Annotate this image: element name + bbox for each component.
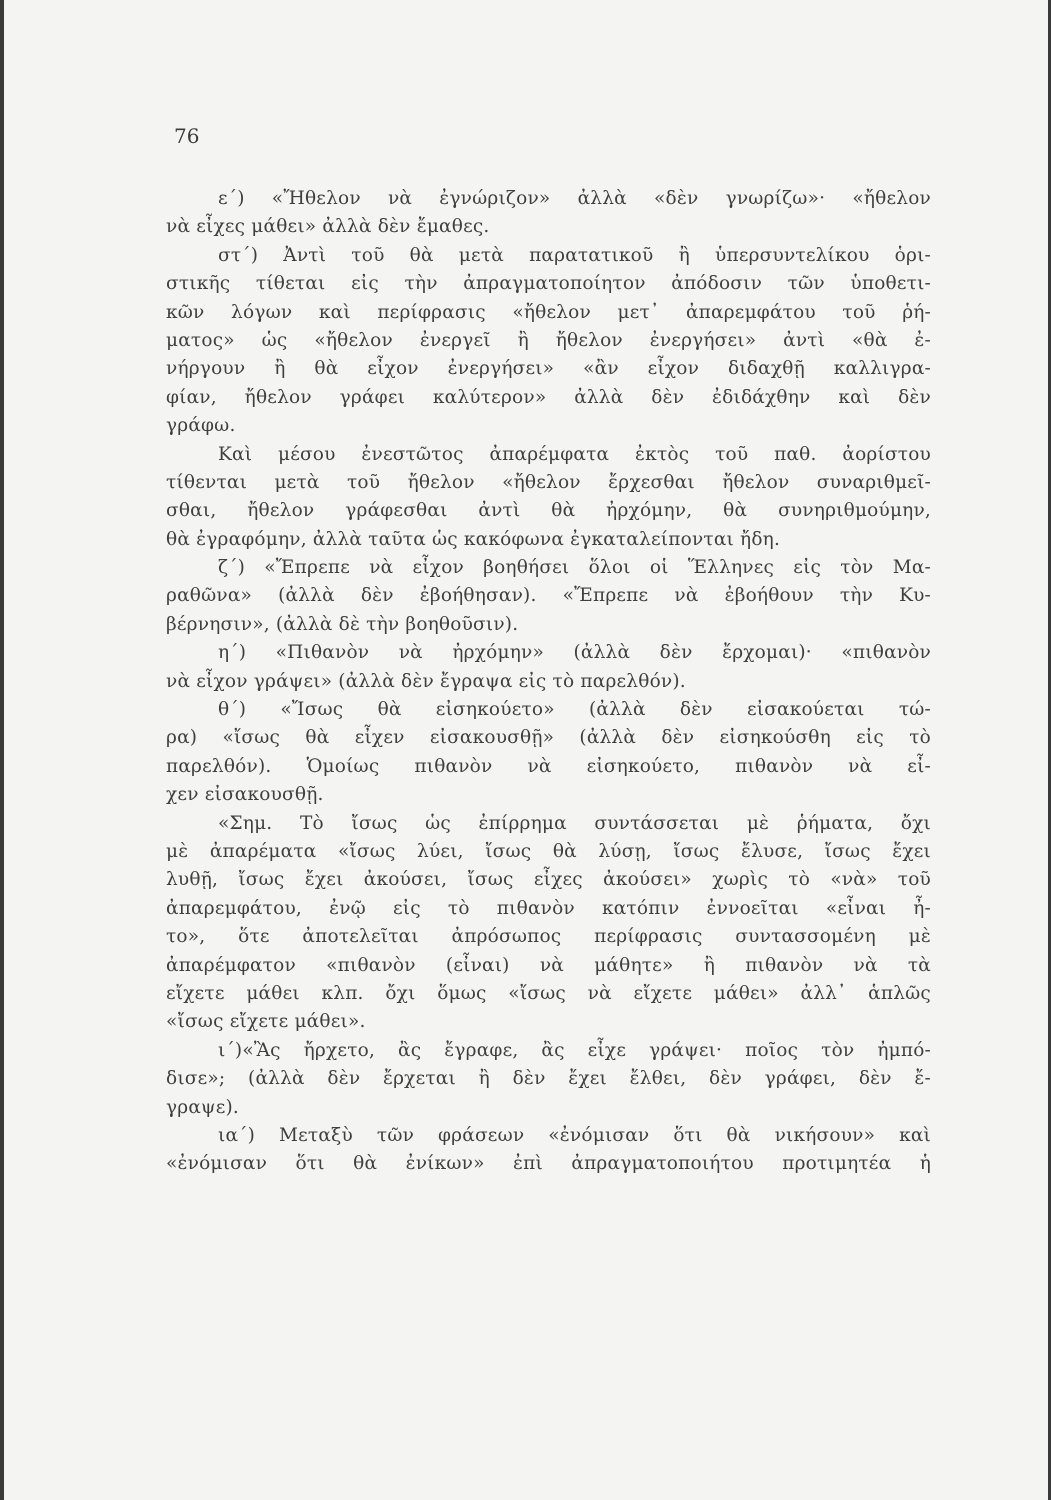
paragraph bbox=[166, 242, 931, 441]
text-line: ι΄)«Ἂς ἤρχετο, ἂς ἔγραφε, ἂς εἶχε γράψει· ποῖος τὸν ἠμπό- bbox=[218, 1039, 931, 1061]
text-line: Καὶ μέσου ἐνεστῶτος ἀπαρέμφατα ἐκτὸς τοῦ παθ. ἀορίστου bbox=[218, 443, 931, 465]
text-line: στ΄) Ἀντὶ τοῦ θὰ μετὰ παρατατικοῦ ἢ ὑπερσυντελίκου ὁρι- bbox=[218, 244, 931, 266]
text-line: τίθενται μετὰ τοῦ ἤθελον «ἤθελον ἔρχεσθαι ἤθελον συναριθμεῖ- bbox=[166, 471, 931, 493]
text-line: θὰ ἐγραφόμην, ἀλλὰ ταῦτα ὡς κακόφωνα ἐγκαταλείπονται ἤδη. bbox=[166, 528, 781, 550]
text-line: φίαν, ἤθελον γράφει καλύτερον» ἀλλὰ δὲν ἐδιδάχθην καὶ δὲν bbox=[166, 386, 931, 408]
text-line: θ΄) «Ἴσως θὰ εἰσηκούετο» (ἀλλὰ δὲν εἰσακούεται τώ- bbox=[218, 699, 931, 721]
text-line: το», ὅτε ἀποτελεῖται ἀπρόσωπος περίφρασις συντασσομένη μὲ bbox=[166, 926, 931, 948]
paragraph bbox=[166, 185, 931, 242]
text-line: σθαι, ἤθελον γράφεσθαι ἀντὶ θὰ ἠρχόμην, θὰ συνηριθμούμην, bbox=[166, 500, 931, 522]
text-line: εἴχετε μάθει κλπ. ὄχι ὅμως «ἴσως νὰ εἴχετε μάθει» ἀλλ᾽ ἁπλῶς bbox=[166, 982, 931, 1004]
text-line: νήργουν ἢ θὰ εἶχον ἐνεργήσει» «ἂν εἶχον διδαχθῇ καλλιγρα- bbox=[166, 358, 931, 380]
body-text bbox=[166, 185, 931, 1179]
text-line: νὰ εἶχον γράψει» (ἀλλὰ δὲν ἔγραψα εἰς τὸ παρελθόν). bbox=[166, 670, 686, 692]
text-line: βέρνησιν», (ἀλλὰ δὲ τὴν βοηθοῦσιν). bbox=[166, 613, 519, 635]
text-line: μὲ ἀπαρέματα «ἴσως λύει, ἴσως θὰ λύσῃ, ἴσως ἔλυσε, ἴσως ἔχει bbox=[166, 840, 931, 862]
text-line: λυθῇ, ἴσως ἔχει ἀκούσει, ἴσως εἶχες ἀκούσει» χωρὶς τὸ «νὰ» τοῦ bbox=[166, 869, 931, 891]
page-edge-left bbox=[0, 0, 4, 1500]
text-line: ια΄) Μεταξὺ τῶν φράσεων «ἐνόμισαν ὅτι θὰ νικήσουν» καὶ bbox=[218, 1124, 931, 1146]
text-line: ἀπαρεμφάτου, ἐνῷ εἰς τὸ πιθανὸν κατόπιν ἐννοεῖται «εἶναι ἦ- bbox=[166, 897, 931, 919]
paragraph bbox=[166, 1122, 931, 1179]
text-line: «Σημ. Τὸ ἴσως ὡς ἐπίρρημα συντάσσεται μὲ ῥήματα, ὄχι bbox=[218, 812, 931, 834]
text-line: κῶν λόγων καὶ περίφρασις «ἤθελον μετ᾽ ἀπαρεμφάτου τοῦ ῥή- bbox=[166, 301, 931, 323]
paragraph bbox=[166, 639, 931, 696]
paragraph bbox=[166, 1037, 931, 1122]
text-line: γράφω. bbox=[166, 415, 236, 437]
text-line: η΄) «Πιθανὸν νὰ ἠρχόμην» (ἀλλὰ δὲν ἔρχομαι)· «πιθανὸν bbox=[218, 642, 931, 664]
text-line: «ἐνόμισαν ὅτι θὰ ἐνίκων» ἐπὶ ἀπραγματοποιήτου προτιμητέα ἡ bbox=[166, 1153, 931, 1175]
text-line: γραψε). bbox=[166, 1096, 240, 1118]
text-line: νὰ εἶχες μάθει» ἀλλὰ δὲν ἔμαθες. bbox=[166, 216, 490, 238]
page-number: 76 bbox=[174, 124, 200, 148]
text-line: παρελθόν). Ὁμοίως πιθανὸν νὰ εἰσηκούετο, πιθανὸν νὰ εἶ- bbox=[166, 755, 931, 777]
paragraph bbox=[166, 441, 931, 555]
paragraph bbox=[166, 554, 931, 639]
text-line: ζ΄) «Ἔπρεπε νὰ εἶχον βοηθήσει ὅλοι οἱ Ἕλληνες εἰς τὸν Μα- bbox=[218, 557, 931, 579]
text-line: ε΄) «Ἤθελον νὰ ἐγνώριζον» ἀλλὰ «δὲν γνωρίζω»· «ἤθελον bbox=[218, 188, 931, 209]
text-line: ἀπαρέμφατον «πιθανὸν (εἶναι) νὰ μάθητε» ἢ πιθανὸν νὰ τὰ bbox=[166, 954, 931, 976]
text-line: στικῆς τίθεται εἰς τὴν ἀπραγματοποίητον ἀπόδοσιν τῶν ὑποθετι- bbox=[166, 273, 931, 295]
text-line: χεν εἰσακουσθῇ. bbox=[166, 784, 324, 806]
text-line: ρα) «ἴσως θὰ εἶχεν εἰσακουσθῇ» (ἀλλὰ δὲν εἰσηκούσθη εἰς τὸ bbox=[166, 727, 931, 749]
text-line: δισε»; (ἀλλὰ δὲν ἔρχεται ἢ δὲν ἔχει ἔλθει, δὲν γράφει, δὲν ἔ- bbox=[166, 1068, 931, 1090]
paragraph bbox=[166, 696, 931, 810]
text-line: «ἴσως εἴχετε μάθει». bbox=[166, 1011, 366, 1033]
paragraph bbox=[166, 810, 931, 1037]
text-line: ραθῶνα» (ἀλλὰ δὲν ἐβοήθησαν). «Ἔπρεπε νὰ ἐβοήθουν τὴν Κυ- bbox=[166, 585, 931, 607]
text-line: ματος» ὡς «ἤθελον ἐνεργεῖ ἢ ἤθελον ἐνεργήσει» ἀντὶ «θὰ ἐ- bbox=[166, 329, 931, 351]
